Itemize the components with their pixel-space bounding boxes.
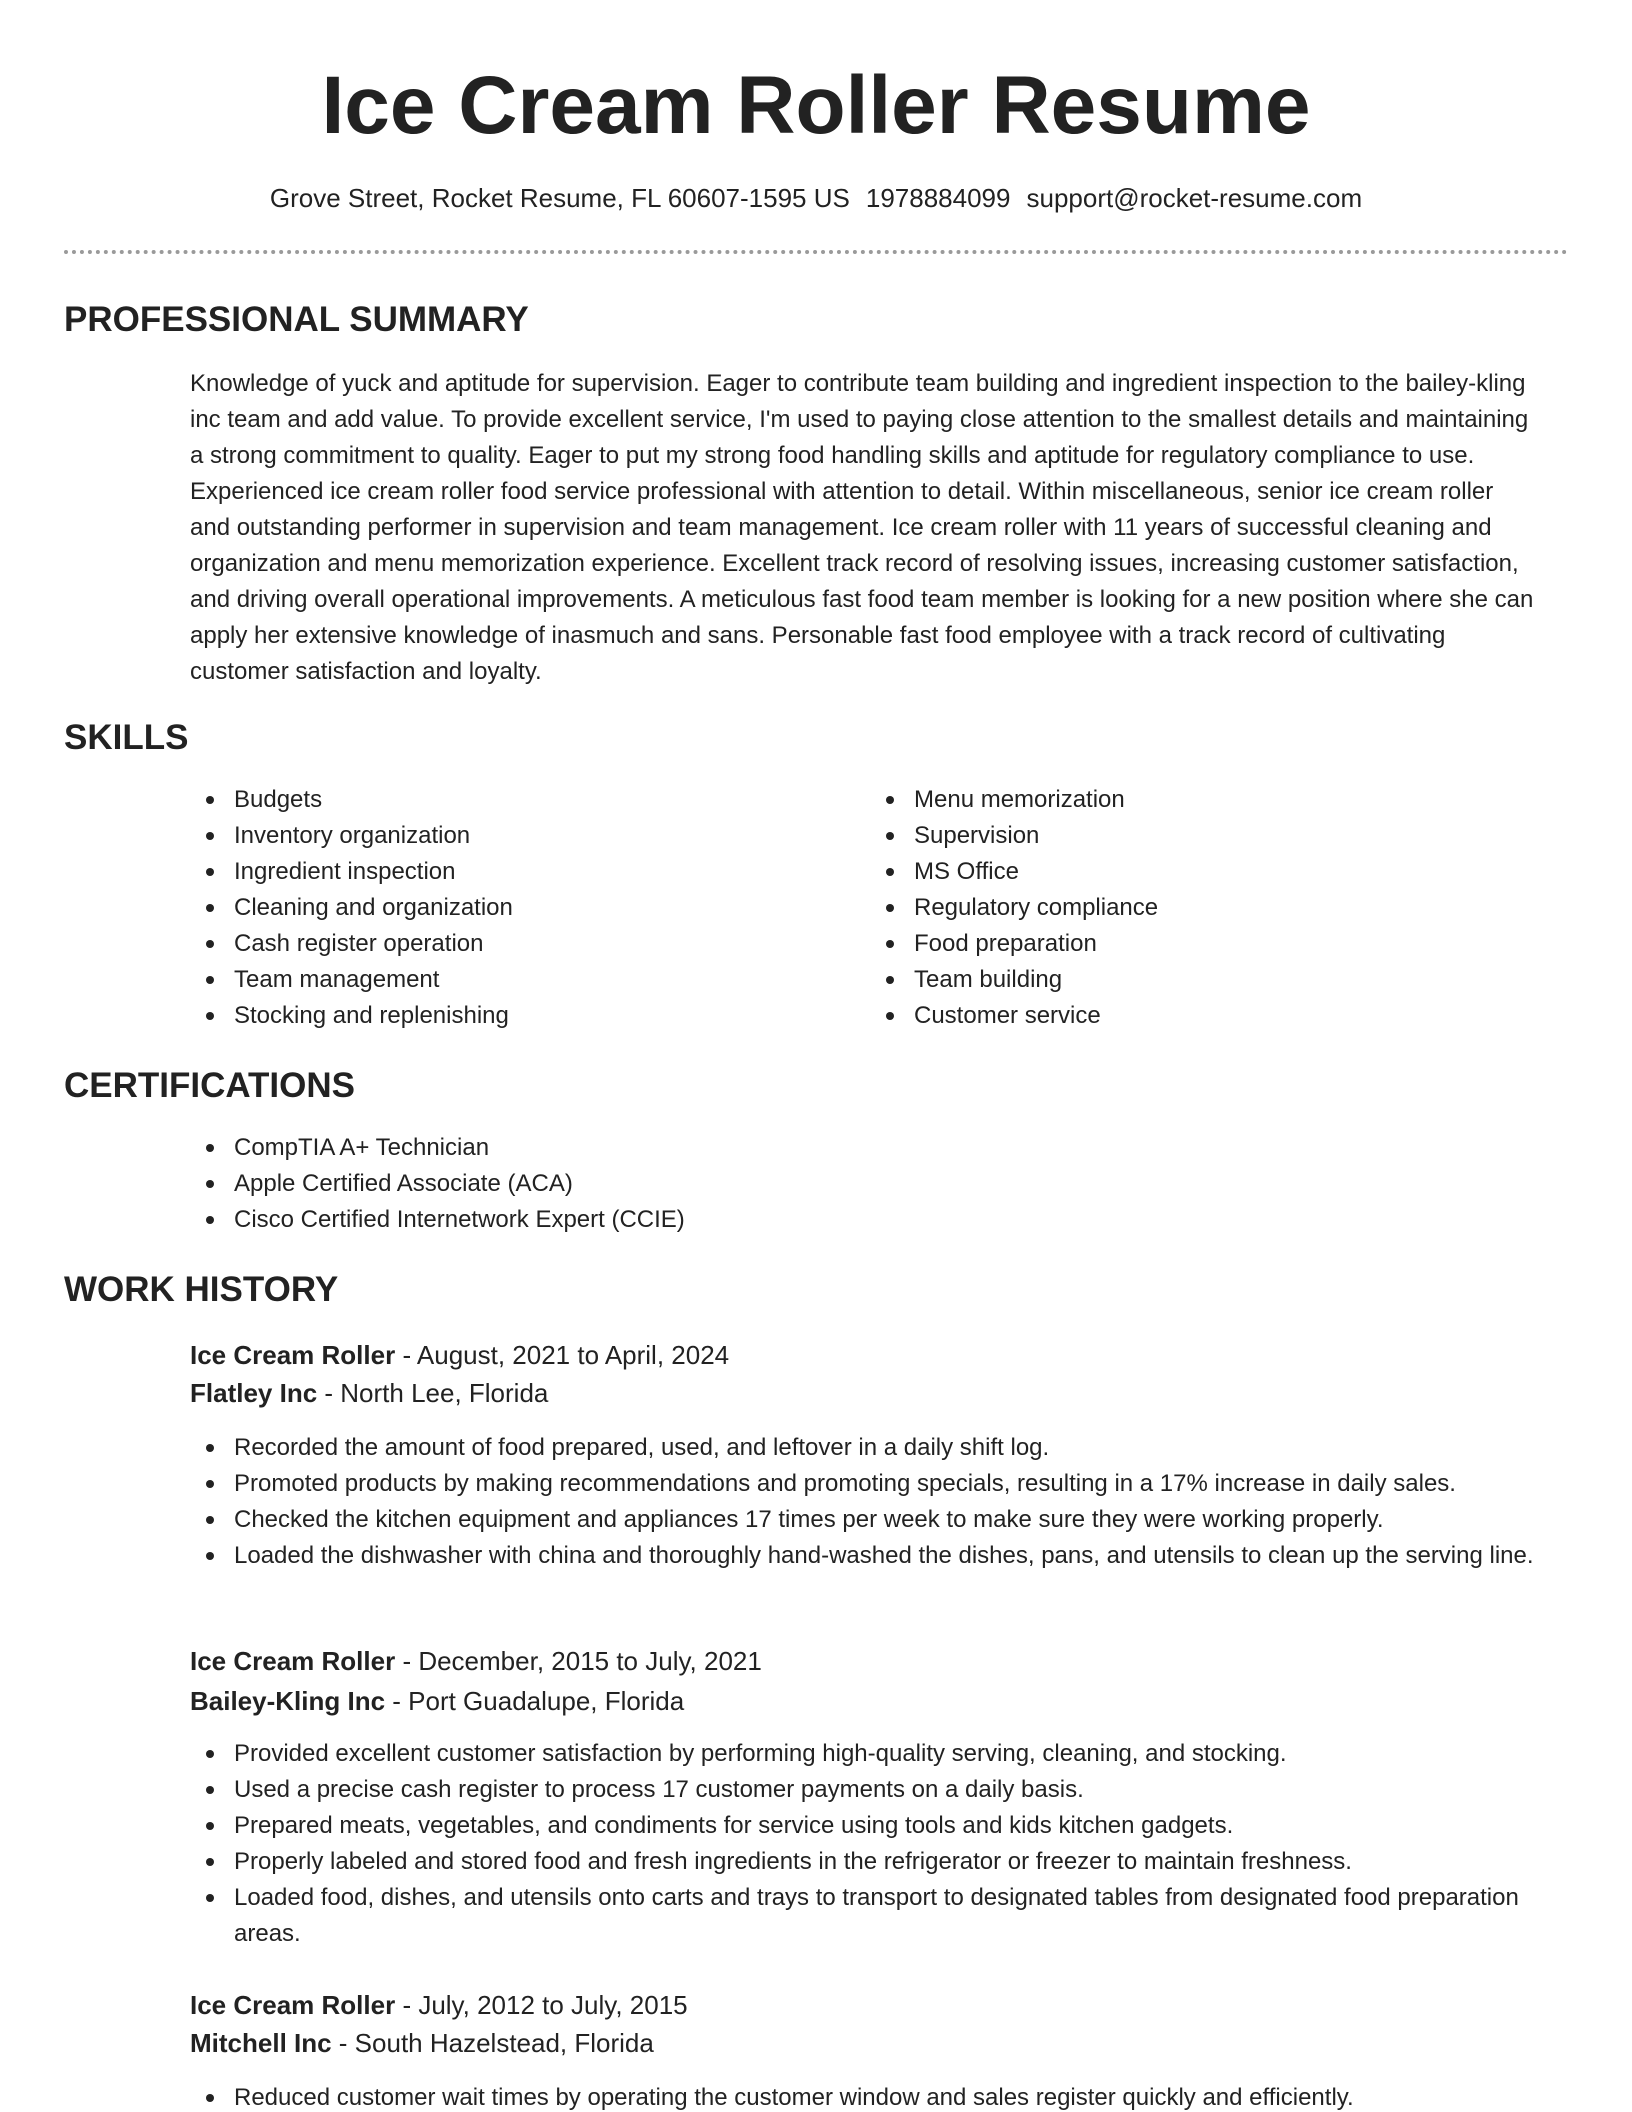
skills-list-left bbox=[190, 782, 810, 1034]
skill-item: Food preparation bbox=[870, 926, 1490, 962]
skills-heading: SKILLS bbox=[64, 718, 189, 757]
certifications-heading: CERTIFICATIONS bbox=[64, 1066, 356, 1105]
skill-item: Inventory organization bbox=[190, 818, 810, 854]
summary-text: Knowledge of yuck and aptitude for supervision. Eager to contribute team building and ingredient inspection to the bailey-kling inc team and add value. To provide excellent service, I'm used to paying close attention to the smallest details and maintaining a strong commitment to quality. Eager to put my strong food handling skills and aptitude for regulatory compliance to use. Experienced ice cream roller food service professional with attention to detail. Within miscellaneous, senior ice cream roller and outstanding performer in supervision and team management. Ice cream roller with 11 years of successful cleaning and organization and menu memorization experience. Excellent track record of resolving issues, increasing customer satisfaction, and driving overall operational improvements. A meticulous fast food team member is looking for a new position where she can apply her extensive knowledge of inasmuch and sans. Personable fast food employee with a track record of cultivating customer satisfaction and loyalty. bbox=[190, 370, 1534, 685]
job-bullet: Recorded the amount of food prepared, used, and leftover in a daily shift log. bbox=[190, 1430, 1535, 1466]
job-location: - South Hazelstead, Florida bbox=[331, 2028, 654, 2058]
certification-item: Apple Certified Associate (ACA) bbox=[190, 1166, 1530, 1202]
job-bullet: Prepared meats, vegetables, and condiments for service using tools and kids kitchen gadgets. bbox=[190, 1808, 1535, 1844]
work-history-heading: WORK HISTORY bbox=[64, 1270, 339, 1309]
job-bullet: Reduced customer wait times by operating the customer window and sales register quickly and efficiently. bbox=[190, 2080, 1535, 2112]
job-title-line bbox=[190, 1336, 729, 1374]
job-company: Flatley Inc bbox=[190, 1378, 318, 1408]
job-role: Ice Cream Roller bbox=[190, 1990, 396, 2020]
job-company-line bbox=[190, 1374, 548, 1412]
job-role: Ice Cream Roller bbox=[190, 1340, 396, 1370]
skill-item: Supervision bbox=[870, 818, 1490, 854]
skill-item: Team building bbox=[870, 962, 1490, 998]
job-bullet: Promoted products by making recommendations and promoting specials, resulting in a 17% increase in daily sales. bbox=[190, 1466, 1535, 1502]
job-location: - Port Guadalupe, Florida bbox=[385, 1686, 685, 1716]
job-bullets bbox=[190, 1430, 1535, 1574]
certifications-list bbox=[190, 1130, 1530, 1238]
skill-item: MS Office bbox=[870, 854, 1490, 890]
certification-item: CompTIA A+ Technician bbox=[190, 1130, 1530, 1166]
contact-line bbox=[0, 180, 1632, 216]
job-company-line bbox=[190, 2024, 654, 2062]
skill-item: Cleaning and organization bbox=[190, 890, 810, 926]
skill-item: Stocking and replenishing bbox=[190, 998, 810, 1034]
job-location: - North Lee, Florida bbox=[317, 1378, 549, 1408]
job-dates: - July, 2012 to July, 2015 bbox=[395, 1990, 688, 2020]
job-company-line bbox=[190, 1682, 684, 1720]
skill-item: Cash register operation bbox=[190, 926, 810, 962]
contact-address: Grove Street, Rocket Resume, FL 60607-1595 US bbox=[269, 183, 850, 213]
job-bullet: Loaded the dishwasher with china and thoroughly hand-washed the dishes, pans, and utensils to clean up the serving line. bbox=[190, 1538, 1535, 1574]
skills-list-right bbox=[870, 782, 1490, 1034]
job-bullets bbox=[190, 1736, 1535, 1952]
job-role: Ice Cream Roller bbox=[190, 1646, 396, 1676]
skill-item: Team management bbox=[190, 962, 810, 998]
skill-item: Ingredient inspection bbox=[190, 854, 810, 890]
job-dates: - August, 2021 to April, 2024 bbox=[395, 1340, 730, 1370]
job-bullet: Used a precise cash register to process 17 customer payments on a daily basis. bbox=[190, 1772, 1535, 1808]
job-bullet: Provided excellent customer satisfaction by performing high-quality serving, cleaning, and stocking. bbox=[190, 1736, 1535, 1772]
job-bullets bbox=[190, 2080, 1535, 2112]
contact-phone: 1978884099 bbox=[865, 183, 1011, 213]
skill-item: Customer service bbox=[870, 998, 1490, 1034]
certification-item: Cisco Certified Internetwork Expert (CCIE) bbox=[190, 1202, 1530, 1238]
job-bullet: Properly labeled and stored food and fresh ingredients in the refrigerator or freezer to maintain freshness. bbox=[190, 1844, 1535, 1880]
contact-email: support@rocket-resume.com bbox=[1026, 183, 1363, 213]
job-bullet: Checked the kitchen equipment and appliances 17 times per week to make sure they were working properly. bbox=[190, 1502, 1535, 1538]
skill-item: Budgets bbox=[190, 782, 810, 818]
job-company: Mitchell Inc bbox=[190, 2028, 332, 2058]
job-title-line bbox=[190, 1986, 688, 2024]
summary-heading: PROFESSIONAL SUMMARY bbox=[64, 300, 529, 339]
job-company: Bailey-Kling Inc bbox=[190, 1686, 386, 1716]
page-title: Ice Cream Roller Resume bbox=[321, 60, 1311, 151]
skill-item: Menu memorization bbox=[870, 782, 1490, 818]
header-divider bbox=[64, 250, 1568, 254]
job-title-line bbox=[190, 1642, 762, 1680]
skill-item: Regulatory compliance bbox=[870, 890, 1490, 926]
job-bullet: Loaded food, dishes, and utensils onto carts and trays to transport to designated tables from designated food preparation areas. bbox=[190, 1880, 1535, 1952]
job-dates: - December, 2015 to July, 2021 bbox=[395, 1646, 762, 1676]
